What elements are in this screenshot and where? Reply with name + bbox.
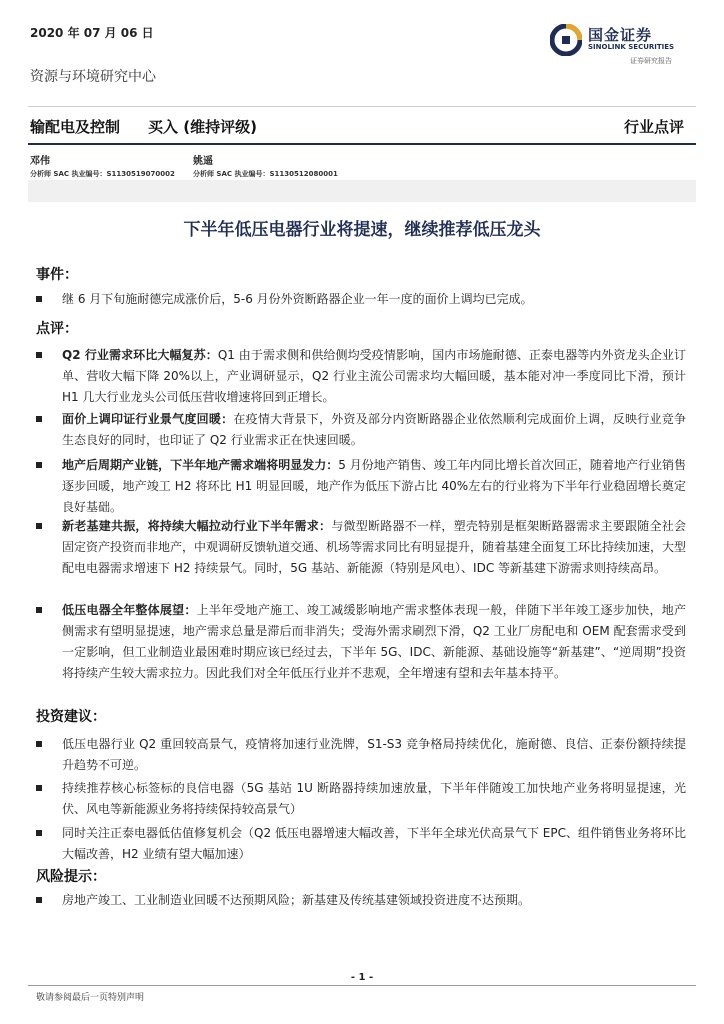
analyst-cert: 分析师 SAC 执业编号：S1130512080001 [193, 170, 338, 178]
page-number: - 1 - [350, 972, 374, 983]
comment-item [36, 455, 686, 518]
comment-item-lead: 新老基建共振，将持续大幅拉动行业下半年需求： [62, 519, 332, 533]
report-date: 2020 年 07 月 06 日 [30, 26, 154, 40]
comment-item [36, 409, 686, 451]
section-heading-advice: 投资建议： [36, 709, 106, 725]
comment-item [36, 600, 686, 684]
header-bar [28, 106, 696, 145]
company-logo [550, 22, 700, 72]
comment-item-text: 5 月份地产销售、竣工年内同比增长首次回正，随着地产行业销售逐步回暖，地产竣工 H2 将环比 H1 明显回暖，地产作为低压下游占比 40%左右的行业将为下半年行业稳固增长奠定良好基础。 [62, 458, 686, 514]
analyst-name: 邓伟 [30, 156, 50, 167]
bullet-icon [36, 607, 42, 613]
analyst-name: 姚遥 [193, 156, 213, 167]
research-center: 资源与环境研究中心 [30, 69, 156, 85]
sinolink-logo-icon [550, 24, 582, 56]
bullet-icon [36, 352, 42, 358]
comment-item [36, 516, 686, 579]
event-item [36, 289, 686, 310]
analyst-cert: 分析师 SAC 执业编号：S1130519070002 [30, 170, 175, 178]
comment-item-text: 在疫情大背景下，外资及部分内资断路器企业依然顺利完成面价上调，反映行业竞争生态良好的同时，也印证了 Q2 行业需求正在快速回暖。 [62, 412, 686, 447]
title-band [28, 180, 696, 202]
bullet-icon [36, 897, 42, 903]
footer-divider [28, 985, 696, 986]
section-heading-risk: 风险提示： [36, 869, 106, 885]
comment-item-lead: 面价上调印证行业景气度回暖： [62, 412, 234, 426]
risk-item [36, 890, 686, 911]
footer-disclaimer: 敬请参阅最后一页特别声明 [36, 993, 145, 1003]
section-heading-event: 事件： [36, 267, 78, 283]
advice-item-text: 持续推荐核心标签标的良信电器（5G 基站 1U 断路器持续加速放量，下半年伴随竣工加快地产业务将明显提速，光伏、风电等新能源业务将持续保持较高景气） [62, 781, 686, 816]
advice-item [36, 778, 686, 820]
bullet-icon [36, 296, 42, 302]
sector-name: 输配电及控制 [30, 118, 121, 136]
bullet-icon [36, 741, 42, 747]
section-heading-comment: 点评： [36, 321, 78, 337]
advice-item [36, 823, 686, 865]
bullet-icon [36, 523, 42, 529]
event-item-text: 继 6 月下旬施耐德完成涨价后，5-6 月份外资断路器企业一年一度的面价上调均已完成。 [62, 292, 533, 306]
report-type: 行业点评 [623, 118, 684, 136]
logo-text-cn: 国金证券 [588, 26, 653, 44]
report-title: 下半年低压电器行业将提速，继续推荐低压龙头 [183, 220, 541, 240]
comment-item-lead: 低压电器全年整体展望： [62, 603, 197, 617]
advice-item-text: 同时关注正泰电器低估值修复机会（Q2 低压电器增速大幅改善，下半年全球光伏高景气下 EPC、组件销售业务将环比大幅改善，H2 业绩有望大幅加速） [62, 826, 686, 861]
bullet-icon [36, 416, 42, 422]
rating: 买入 (维持评级) [148, 118, 257, 136]
comment-item-text: 上半年受地产施工、竣工减缓影响地产需求整体表现一般，伴随下半年竣工逐步加快，地产侧需求有望明显提速，地产需求总量是滞后而非消失；受海外需求刷烈下滑，Q2 工业厂房配电和 OEM 配套需求受到一定影响，但工业制造业最困难时期应该已经过去，下半年 5G、IDC、新能源、基础设施等“新基建”、“逆周期”投资将持续产生较大需求拉力。因此我们对全年低压行业并不悲观，全年增速有望和去年基本持平。 [62, 603, 686, 680]
comment-item [36, 345, 686, 408]
comment-item-lead: 地产后周期产业链，下半年地产需求端将明显发力： [62, 458, 339, 472]
risk-item-text: 房地产竣工、工业制造业回暖不达预期风险；新基建及传统基建领域投资进度不达预期。 [62, 893, 531, 907]
comment-item-text: Q1 由于需求侧和供给侧均受疫情影响，国内市场施耐德、正泰电器等内外资龙头企业订单、营收大幅下降 20%以上，产业调研显示，Q2 行业主流公司需求均大幅回暖，基本能对冲一季度同比下滑，预计 H1 几大行业龙头公司低压营收增速将回到正增长。 [62, 348, 687, 404]
advice-item [36, 734, 686, 776]
bullet-icon [36, 830, 42, 836]
logo-subtitle: 证券研究报告 [630, 57, 672, 65]
advice-item-text: 低压电器行业 Q2 重回较高景气，疫情将加速行业洗牌，S1-S3 竞争格局持续优化，施耐德、良信、正泰份额持续提升趋势不可逆。 [62, 737, 686, 772]
bullet-icon [36, 785, 42, 791]
comment-item-text: 与微型断路器不一样，塑壳特别是框架断路器需求主要跟随全社会固定资产投资而非地产，中观调研反馈轨道交通、机场等需求同比有明显提升，随着基建全面复工环比持续加速，大型配电电器需求增速下 H2 持续景气。同时，5G 基站、新能源（特别是风电）、IDC 等新基建下游需求则持续高昂。 [62, 519, 687, 575]
comment-item-lead: Q2 行业需求环比大幅复苏： [62, 348, 218, 362]
logo-text-en: SINOLINK SECURITIES [588, 43, 675, 51]
bullet-icon [36, 462, 42, 468]
